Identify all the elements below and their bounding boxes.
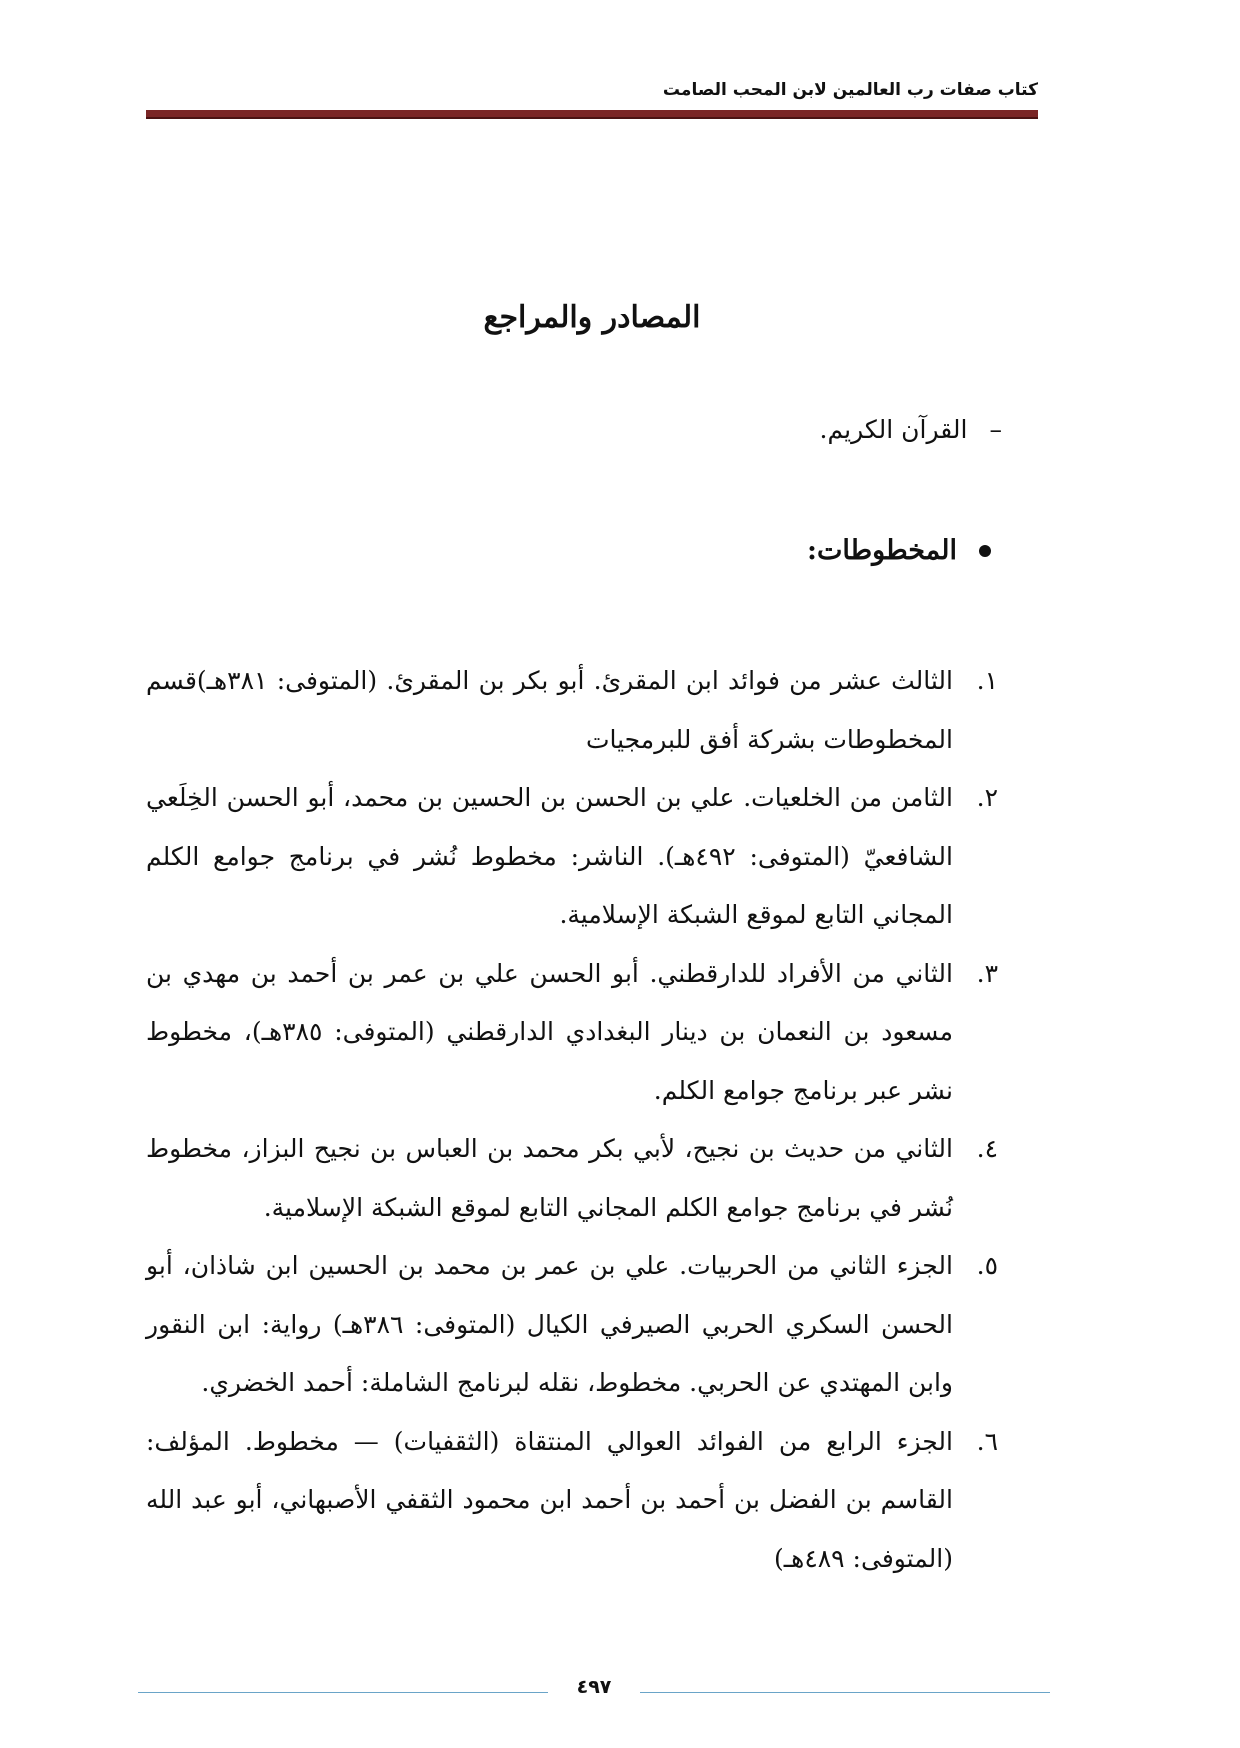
reference-item (146, 769, 998, 945)
section-title: المصادر والمراجع (483, 300, 701, 335)
manuscripts-heading (807, 535, 991, 566)
reference-number: ٥. (976, 1251, 998, 1280)
manuscripts-heading-text: المخطوطات: (807, 535, 957, 566)
reference-number: ٣. (976, 958, 998, 988)
reference-text: الثامن من الخلعيات. علي بن الحسن بن الحسين بن محمد، أبو الحسن الخِلَعي الشافعيّ (المتوفى: ٤٩٢هـ). الناشر: مخطوط نُشر في برنامج جوامع الكلم المجاني التابع لموقع الشبكة الإسلامية. (146, 783, 953, 929)
reference-text: الثاني من الأفراد للدارقطني. أبو الحسن علي بن عمر بن أحمد بن مهدي بن مسعود بن النعمان بن دينار البغدادي الدارقطني (المتوفى: ٣٨٥هـ)، مخطوط نشر عبر برنامج جوامع الكلم. (146, 958, 953, 1105)
reference-item (146, 1120, 998, 1237)
bullet-icon (979, 545, 991, 557)
footer-rule-left (138, 1692, 548, 1693)
reference-item (146, 1237, 998, 1413)
reference-item (146, 945, 998, 1121)
reference-text: الثالث عشر من فوائد ابن المقرئ. أبو بكر بن المقرئ. (المتوفى: ٣٨١هـ)قسم المخطوطات بشركة أفق للبرمجيات (146, 666, 953, 754)
reference-item (146, 1413, 998, 1589)
dash-marker: – (989, 415, 1002, 444)
header-rule (146, 110, 1038, 119)
quran-entry (820, 415, 1002, 444)
reference-number: ٦. (976, 1426, 998, 1456)
reference-number: ٤. (976, 1134, 998, 1163)
quran-text: القرآن الكريم. (819, 415, 968, 444)
reference-text: الجزء الثاني من الحربيات. علي بن عمر بن محمد بن الحسين ابن شاذان، أبو الحسن السكري الحربي الصيرفي الكيال (المتوفى: ٣٨٦هـ) رواية: ابن النقور وابن المهتدي عن الحربي. مخطوط، نقله لبرنامج الشاملة: أحمد الخضري. (146, 1251, 953, 1397)
reference-number: ١. (976, 666, 998, 695)
reference-number: ٢. (976, 783, 998, 812)
footer-rule-right (640, 1692, 1050, 1693)
reference-text: الجزء الرابع من الفوائد العوالي المنتقاة (الثقفيات) — مخطوط. المؤلف: القاسم بن الفضل بن أحمد بن أحمد ابن محمود الثقفي الأصبهاني، أبو عبد الله (المتوفى: ٤٨٩هـ) (146, 1426, 953, 1573)
references-list (146, 652, 998, 1588)
reference-text: الثاني من حديث بن نجيح، لأبي بكر محمد بن العباس بن نجيح البزاز، مخطوط نُشر في برنامج جوامع الكلم المجاني التابع لموقع الشبكة الإسلامية. (146, 1134, 953, 1222)
page-number: ٤٩٧ (576, 1676, 612, 1698)
reference-item (146, 652, 998, 769)
running-header: كتاب صفات رب العالمين لابن المحب الصامت (662, 80, 1038, 100)
